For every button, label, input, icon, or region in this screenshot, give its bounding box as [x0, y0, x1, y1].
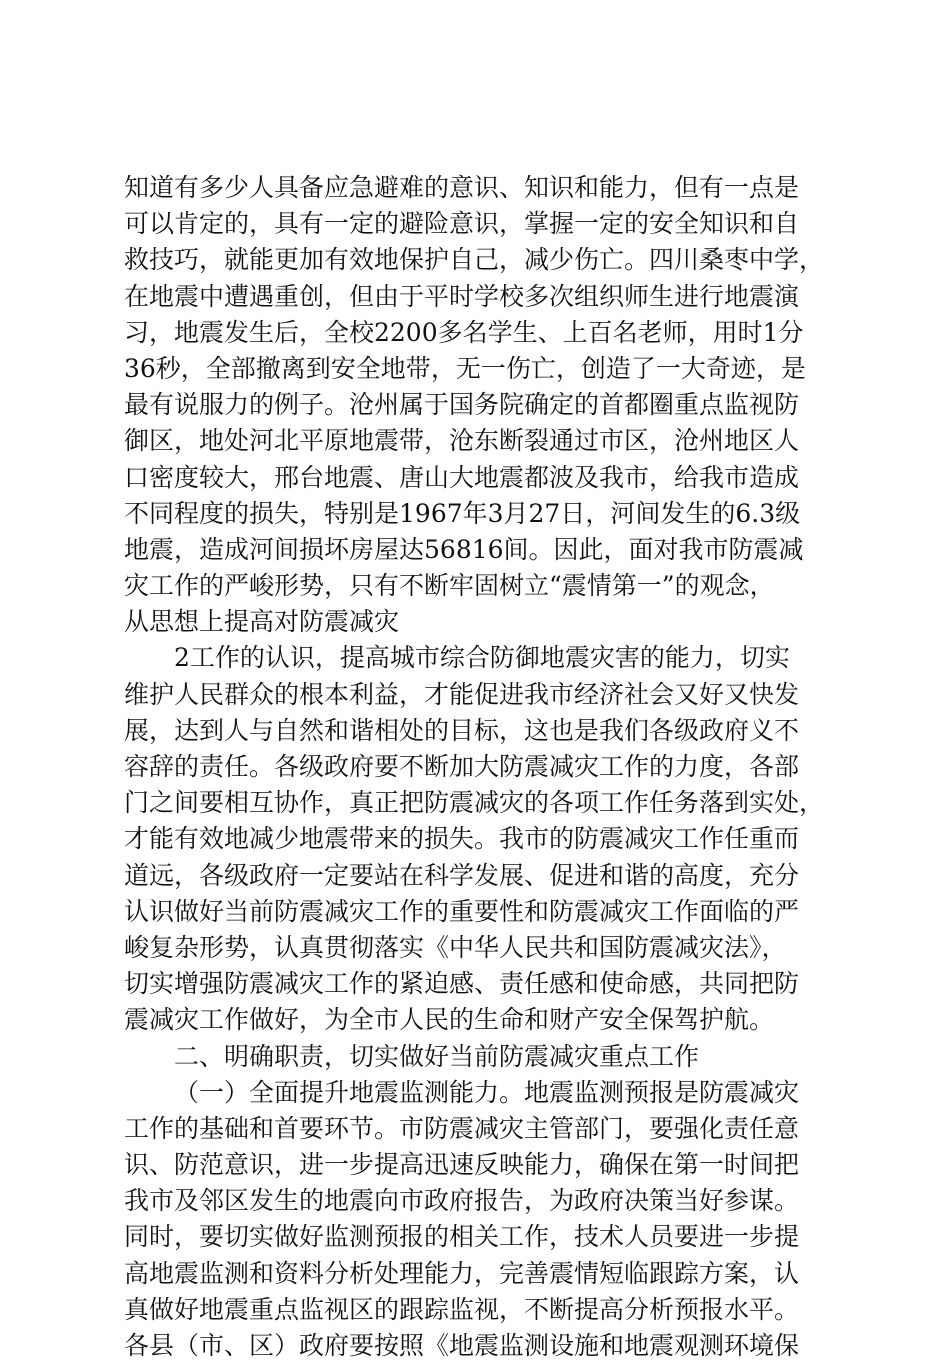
text-line: 识、防范意识，进一步提高迅速反映能力，确保在第一时间把: [124, 1150, 800, 1180]
text-line: 我市及邻区发生的地震向市政府报告，为政府决策当好参谋。: [124, 1186, 800, 1216]
text-line: 知道有多少人具备应急避难的意识、知识和能力，但有一点是: [124, 173, 800, 202]
text-line: 震减灾工作做好，为全市人民的生命和财产安全保驾护航。: [124, 1005, 775, 1035]
text-line: 才能有效地减少地震带来的损失。我市的防震减灾工作任重而: [124, 824, 800, 854]
text-line: 2工作的认识，提高城市综合防御地震灾害的能力，切实: [174, 643, 790, 673]
text-line: 真做好地震重点监视区的跟踪监视，不断提高分析预报水平。: [124, 1294, 800, 1324]
text-line: 峻复杂形势，认真贯彻落实《中华人民共和国防震减灾法》，: [124, 932, 787, 962]
text-line: （一）全面提升地震监测能力。地震监测预报是防震减灾: [174, 1077, 800, 1107]
text-line: 御区，地处河北平原地震带，沧东断裂通过市区，沧州地区人: [124, 426, 800, 456]
text-line: 可以肯定的，具有一定的避险意识，掌握一定的安全知识和自: [124, 209, 800, 239]
text-line: 最有说服力的例子。沧州属于国务院确定的首都圈重点监视防: [124, 390, 800, 420]
text-line: 容辞的责任。各级政府要不断加大防震减灾工作的力度，各部: [124, 752, 800, 781]
text-line: 同时，要切实做好监测预报的相关工作，技术人员要进一步提: [124, 1222, 800, 1252]
text-line: 高地震监测和资料分析处理能力，完善震情短临跟踪方案，认: [124, 1258, 800, 1288]
document-body: [124, 170, 834, 1364]
text-line: 在地震中遭遇重创，但由于平时学校多次组织师生进行地震演: [124, 281, 800, 311]
text-line: 工作的基础和首要环节。市防震减灾主管部门，要强化责任意: [124, 1113, 800, 1143]
text-line: 36秒，全部撤离到安全地带，无一伤亡，创造了一大奇迹，是: [124, 353, 806, 383]
text-line: 道远，各级政府一定要站在科学发展、促进和谐的高度，充分: [124, 860, 800, 890]
text-line: 口密度较大，邢台地震、唐山大地震都波及我市，给我市造成: [124, 462, 800, 492]
text-line: 认识做好当前防震减灾工作的重要性和防震减灾工作面临的严: [124, 896, 800, 926]
text-line: 地震，造成河间损坏房屋达56816间。因此，面对我市防震减: [124, 534, 804, 564]
text-line: 展，达到人与自然和谐相处的目标，这也是我们各级政府义不: [124, 715, 800, 745]
text-line: 不同程度的损失，特别是1967年3月27日，河间发生的6.3级: [124, 498, 801, 528]
text-line: 维护人民群众的根本利益，才能促进我市经济社会又好又快发: [124, 679, 800, 709]
text-line: 门之间要相互协作，真正把防震减灾的各项工作任务落到实处，: [124, 788, 825, 818]
text-line: 二、明确职责，切实做好当前防震减灾重点工作: [174, 1041, 700, 1071]
text-line: 救技巧，就能更加有效地保护自己，减少伤亡。四川桑枣中学，: [124, 245, 825, 275]
text-line: 从思想上提高对防震减灾: [124, 607, 400, 637]
text-line: 习，地震发生后，全校2200多名学生、上百名老师，用时1分: [124, 317, 804, 347]
text-line: 各县（市、区）政府要按照《地震监测设施和地震观测环境保: [124, 1331, 800, 1360]
text-line: 切实增强防震减灾工作的紧迫感、责任感和使命感，共同把防: [124, 969, 800, 999]
text-line: 灾工作的严峻形势，只有不断牢固树立“震情第一”的观念，: [124, 571, 775, 601]
